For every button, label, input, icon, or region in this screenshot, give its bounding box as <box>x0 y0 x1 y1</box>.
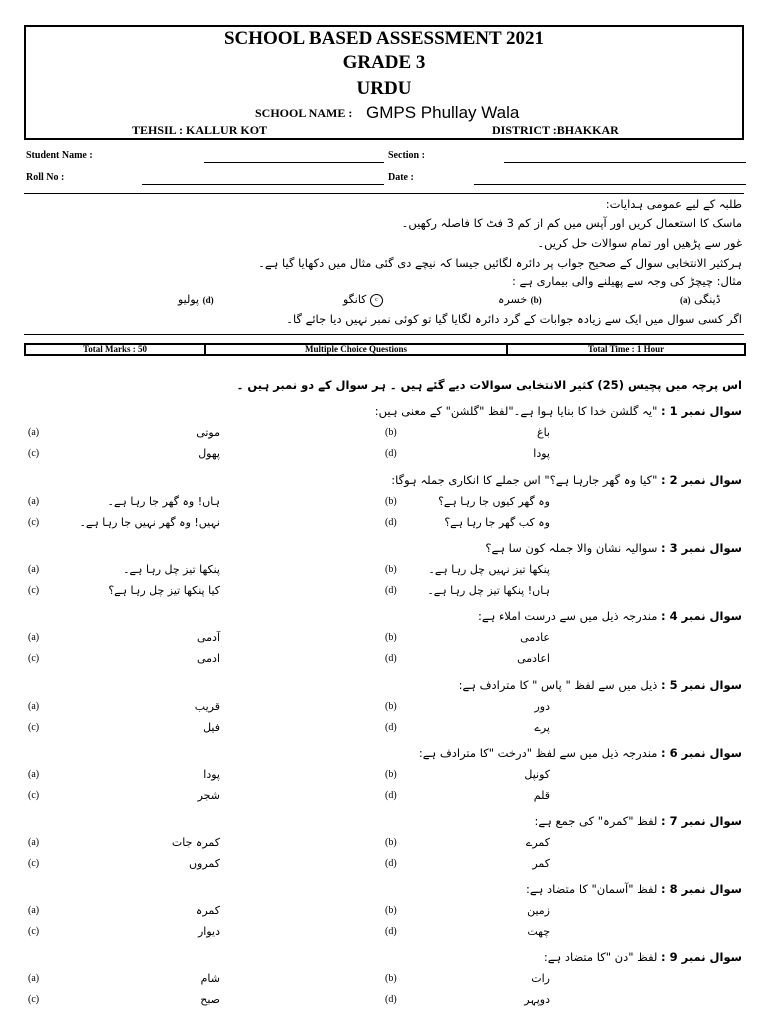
option-label: (d) <box>385 926 397 937</box>
option-d[interactable]: چھت <box>527 925 550 938</box>
question-3 <box>485 541 742 555</box>
option-label: (d) <box>385 722 397 733</box>
option-c[interactable]: کمروں <box>188 857 220 870</box>
option-label: (a) <box>28 632 40 643</box>
question-text: لفظ "آسمان" کا متضاد ہے: <box>525 882 658 896</box>
option-d[interactable]: پرے <box>534 721 550 734</box>
question-text: لفظ "دن "کا متضاد ہے: <box>543 950 658 964</box>
circled-answer-icon: c <box>370 294 383 307</box>
option-label: (d) <box>202 295 214 305</box>
question-number: سوال نمبر 6 : <box>661 746 742 760</box>
question-5 <box>459 678 742 692</box>
option-label: (a) <box>28 769 40 780</box>
option-b[interactable]: باغ <box>537 426 550 439</box>
total-marks: Total Marks : 50 <box>24 343 206 356</box>
option-a[interactable]: آدمی <box>196 631 220 644</box>
option-c[interactable]: ادمی <box>196 652 220 665</box>
option-a[interactable]: قریب <box>194 700 220 713</box>
option-d[interactable]: قلم <box>533 789 550 802</box>
section-field[interactable] <box>504 162 746 163</box>
option-c[interactable]: دیوار <box>197 925 220 938</box>
option-label: (b) <box>385 769 397 780</box>
option-a[interactable]: کمرہ <box>195 904 220 917</box>
divider-bottom <box>24 334 744 335</box>
question-number: سوال نمبر 4 : <box>661 609 742 623</box>
option-d[interactable]: کمر <box>532 857 550 870</box>
date-field[interactable] <box>474 184 746 185</box>
question-6 <box>419 746 742 760</box>
question-8 <box>526 882 742 896</box>
option-label: (b) <box>385 973 397 984</box>
option-text: ڈینگی <box>694 293 721 306</box>
divider-top <box>24 193 744 194</box>
option-a[interactable]: شام <box>200 972 220 985</box>
question-1 <box>375 404 742 418</box>
option-label: (c) <box>28 653 40 664</box>
question-text: "کیا وہ گھر جارہا ہے؟" اس جملے کا انکاری جملہ ہوگا: <box>391 473 658 487</box>
option-b[interactable]: زمین <box>527 904 550 917</box>
option-a[interactable]: موتی <box>196 426 220 439</box>
question-text: مندرجہ ذیل میں سے درست املاء ہے: <box>478 609 658 623</box>
question-number: سوال نمبر 3 : <box>661 541 742 555</box>
option-label: (d) <box>385 790 397 801</box>
question-text: مندرجہ ذیل میں سے لفظ "درخت "کا مترادف ہے: <box>418 746 658 760</box>
option-b[interactable]: دور <box>534 700 550 713</box>
option-a[interactable]: پنکھا تیز چل رہا ہے۔ <box>123 563 220 576</box>
option-text: پولیو <box>178 293 200 306</box>
option-d[interactable]: پودا <box>533 447 550 460</box>
question-number: سوال نمبر 2 : <box>661 473 742 487</box>
instruction-line: ہرکثیر الانتخابی سوال کے صحیح جواب پر دائرہ لگائیں جیسا کہ نیچے دی گئی مثال میں دکھایا گیا ہے۔ <box>258 256 742 270</box>
question-text: سوالیہ نشان والا جملہ کون سا ہے؟ <box>485 541 658 555</box>
option-label: (c) <box>28 790 40 801</box>
school-value: GMPS Phullay Wala <box>366 103 520 122</box>
total-time: Total Time : 1 Hour <box>506 343 746 356</box>
option-a[interactable]: کمرہ جات <box>171 836 220 849</box>
option-d[interactable]: دوپہر <box>524 993 550 1006</box>
option-b[interactable]: رات <box>531 972 550 985</box>
question-4 <box>478 609 742 623</box>
option-label: (b) <box>385 632 397 643</box>
option-label: (a) <box>28 427 40 438</box>
question-number: سوال نمبر 7 : <box>661 814 742 828</box>
option-label: (a) <box>28 973 40 984</box>
option-label: (c) <box>28 994 40 1005</box>
option-b[interactable]: کونپل <box>524 768 550 781</box>
option-d[interactable]: اعادمی <box>517 652 550 665</box>
student-name-label: Student Name : <box>26 150 93 161</box>
instruction-line: اگر کسی سوال میں ایک سے زیادہ جوابات کے گرد دائرہ لگایا گیا تو کوئی نمبر نہیں دیا جائے گا۔ <box>286 312 742 326</box>
example-option-d <box>178 293 214 306</box>
mcq-heading: Multiple Choice Questions <box>204 343 508 356</box>
roll-no-field[interactable] <box>142 184 384 185</box>
option-label: (c) <box>28 585 40 596</box>
example-option-a <box>680 293 721 306</box>
question-text: ذیل میں سے لفظ " پاس " کا مترادف ہے: <box>458 678 658 692</box>
option-label: (d) <box>385 858 397 869</box>
option-b[interactable]: کمرے <box>525 836 550 849</box>
question-text: لفظ "کمرہ" کی جمع ہے: <box>534 814 658 828</box>
option-c[interactable]: فیل <box>203 721 220 734</box>
option-label: (d) <box>385 517 397 528</box>
option-c[interactable]: کیا پنکھا تیز چل رہا ہے؟ <box>108 584 220 597</box>
option-label: (c) <box>28 722 40 733</box>
roll-no-label: Roll No : <box>26 172 65 183</box>
intro-text: اس پرچہ میں پچیس (25) کثیر الانتخابی سوالات دیے گئے ہیں ۔ ہر سوال کے دو نمبر ہیں ۔ <box>236 378 742 392</box>
instruction-line: غور سے پڑھیں اور تمام سوالات حل کریں۔ <box>537 236 742 250</box>
option-c[interactable]: پھول <box>198 447 220 460</box>
option-label: (a) <box>28 701 40 712</box>
question-text: "یہ گلشن خدا کا بنایا ہوا ہے۔"لفظ "گلشن" کے معنی ہیں: <box>374 404 658 418</box>
option-d[interactable]: وہ کب گھر جا رہا ہے؟ <box>444 516 550 529</box>
option-label: (a) <box>28 837 40 848</box>
question-number: سوال نمبر 5 : <box>661 678 742 692</box>
subject-title: URDU <box>356 78 412 99</box>
option-label: (d) <box>385 585 397 596</box>
example-question: مثال: چیچڑ کی وجہ سے پھیلنے والی بیماری ہے : <box>512 274 742 288</box>
option-label: (a) <box>28 496 40 507</box>
option-label: (a) <box>28 905 40 916</box>
option-c[interactable]: صبح <box>200 993 220 1006</box>
question-number: سوال نمبر 1 : <box>661 404 742 418</box>
exam-title: SCHOOL BASED ASSESSMENT 2021 <box>223 28 545 49</box>
option-label: (b) <box>385 701 397 712</box>
option-label: (c) <box>28 517 40 528</box>
example-option-c <box>343 293 383 307</box>
question-9 <box>544 950 742 964</box>
option-label: (c) <box>28 448 40 459</box>
option-label: (c) <box>28 858 40 869</box>
option-label: (d) <box>385 653 397 664</box>
option-label: (b) <box>385 496 397 507</box>
question-2 <box>391 473 742 487</box>
date-label: Date : <box>388 172 414 183</box>
grade-title: GRADE 3 <box>342 52 426 73</box>
student-name-field[interactable] <box>204 162 384 163</box>
question-number: سوال نمبر 8 : <box>661 882 742 896</box>
instructions-heading: طلبہ کے لیے عمومی ہدایات: <box>605 197 742 211</box>
option-b[interactable]: پنکھا تیز نہیں چل رہا ہے۔ <box>428 563 550 576</box>
option-label: (d) <box>385 994 397 1005</box>
example-option-b <box>498 293 542 306</box>
question-number: سوال نمبر 9 : <box>661 950 742 964</box>
option-label: (b) <box>385 905 397 916</box>
option-label: (b) <box>385 837 397 848</box>
option-label: (c) <box>28 926 40 937</box>
option-b[interactable]: وہ گھر کیوں جا رہا ہے؟ <box>438 495 550 508</box>
question-7 <box>534 814 742 828</box>
option-label: (a) <box>680 295 691 305</box>
option-label: (a) <box>28 564 40 575</box>
instruction-line: ماسک کا استعمال کریں اور آپس میں کم از کم 3 فٹ کا فاصلہ رکھیں۔ <box>401 216 742 230</box>
tehsil: TEHSIL : KALLUR KOT <box>132 123 268 137</box>
option-text: کانگو <box>343 293 367 306</box>
option-a[interactable]: پودا <box>203 768 220 781</box>
option-c[interactable]: نہیں! وہ گھر نہیں جا رہا ہے۔ <box>79 516 220 529</box>
option-label: (b) <box>530 295 542 305</box>
option-text: خسرہ <box>498 293 528 306</box>
option-label: (b) <box>385 564 397 575</box>
option-a[interactable]: ہاں! وہ گھر جا رہا ہے۔ <box>107 495 220 508</box>
option-d[interactable]: ہاں! پنکھا تیز چل رہا ہے۔ <box>427 584 550 597</box>
option-b[interactable]: عادمی <box>520 631 550 644</box>
option-label: (d) <box>385 448 397 459</box>
option-label: (b) <box>385 427 397 438</box>
option-c[interactable]: شجر <box>197 789 220 802</box>
section-label: Section : <box>388 150 425 161</box>
district: DISTRICT :BHAKKAR <box>492 123 619 137</box>
school-label: SCHOOL NAME : <box>255 106 353 120</box>
